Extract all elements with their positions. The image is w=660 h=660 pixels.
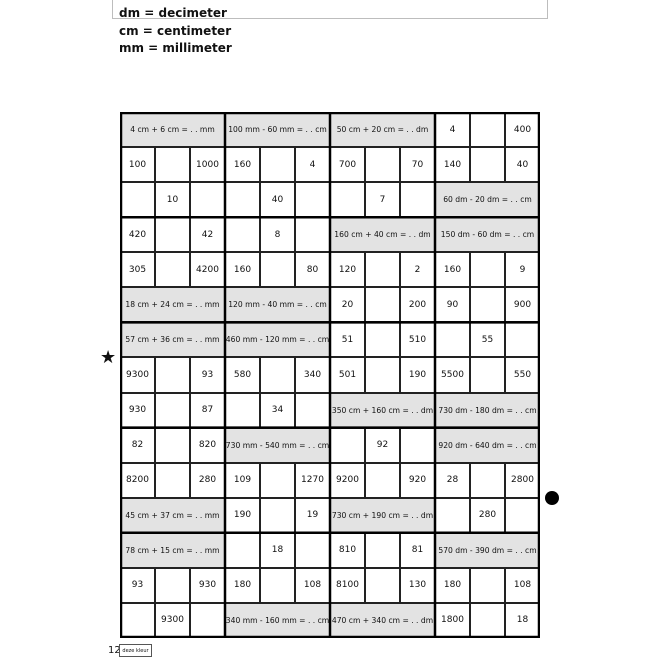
answer-cell: 4	[435, 112, 470, 147]
answer-cell: 108	[505, 568, 540, 603]
answer-cell: 7	[365, 182, 400, 217]
answer-cell: 930	[120, 393, 155, 428]
answer-cell: 280	[190, 463, 225, 498]
answer-cell: 34	[260, 393, 295, 428]
answer-cell: 4	[295, 147, 330, 182]
answer-cell	[330, 428, 365, 463]
answer-cell: 280	[470, 498, 505, 533]
answer-cell	[435, 322, 470, 357]
answer-cell: 8200	[120, 463, 155, 498]
answer-cell	[435, 498, 470, 533]
equation-cell: 60 dm - 20 dm = . . cm	[435, 182, 540, 217]
answer-cell: 180	[225, 568, 260, 603]
answer-cell	[470, 147, 505, 182]
answer-cell: 8100	[330, 568, 365, 603]
answer-cell: 1800	[435, 603, 470, 638]
answer-cell	[365, 147, 400, 182]
answer-cell	[330, 182, 365, 217]
equation-cell: 100 mm - 60 mm = . . cm	[225, 112, 330, 147]
answer-cell: 140	[435, 147, 470, 182]
answer-cell	[260, 463, 295, 498]
equation-cell: 18 cm + 24 cm = . . mm	[120, 287, 225, 322]
answer-cell: 820	[190, 428, 225, 463]
answer-cell: 930	[190, 568, 225, 603]
answer-cell: 90	[435, 287, 470, 322]
answer-cell	[470, 112, 505, 147]
answer-cell	[505, 322, 540, 357]
answer-cell: 190	[400, 357, 435, 392]
equation-cell: 570 dm - 390 dm = . . cm	[435, 533, 540, 568]
answer-cell: 510	[400, 322, 435, 357]
answer-cell	[470, 463, 505, 498]
black-dot-icon	[545, 491, 559, 505]
answer-cell: 190	[225, 498, 260, 533]
answer-cell	[365, 357, 400, 392]
answer-cell	[155, 147, 190, 182]
answer-cell	[225, 393, 260, 428]
answer-cell	[190, 603, 225, 638]
answer-cell: 305	[120, 252, 155, 287]
answer-cell: 93	[120, 568, 155, 603]
answer-cell: 160	[435, 252, 470, 287]
answer-cell: 9300	[120, 357, 155, 392]
answer-cell: 87	[190, 393, 225, 428]
answer-cell: 81	[400, 533, 435, 568]
answer-cell: 93	[190, 357, 225, 392]
answer-cell: 82	[120, 428, 155, 463]
answer-cell: 18	[260, 533, 295, 568]
equation-cell: 730 mm - 540 mm = . . cm	[225, 428, 330, 463]
equation-cell: 730 cm + 190 cm = . . dm	[330, 498, 435, 533]
answer-cell: 4200	[190, 252, 225, 287]
answer-cell: 420	[120, 217, 155, 252]
star-icon: ★	[100, 347, 117, 368]
equation-cell: 350 cm + 160 cm = . . dm	[330, 393, 435, 428]
answer-cell: 20	[330, 287, 365, 322]
answer-cell: 920	[400, 463, 435, 498]
equation-cell: 460 mm - 120 mm = . . cm	[225, 322, 330, 357]
answer-cell	[225, 182, 260, 217]
equation-cell: 78 cm + 15 cm = . . mm	[120, 533, 225, 568]
answer-cell: 180	[435, 568, 470, 603]
answer-cell: 550	[505, 357, 540, 392]
answer-cell: 2800	[505, 463, 540, 498]
answer-cell	[470, 252, 505, 287]
answer-cell	[470, 287, 505, 322]
equation-cell: 160 cm + 40 cm = . . dm	[330, 217, 435, 252]
answer-cell: 55	[470, 322, 505, 357]
page-number: 12	[108, 645, 121, 656]
answer-cell	[155, 428, 190, 463]
answer-cell: 9200	[330, 463, 365, 498]
answer-cell	[260, 252, 295, 287]
answer-cell: 70	[400, 147, 435, 182]
equation-cell: 57 cm + 36 cm = . . mm	[120, 322, 225, 357]
answer-cell: 130	[400, 568, 435, 603]
answer-cell	[365, 463, 400, 498]
answer-cell	[260, 568, 295, 603]
answer-cell: 810	[330, 533, 365, 568]
answer-cell: 51	[330, 322, 365, 357]
answer-cell	[260, 498, 295, 533]
legend-mm: mm = millimeter	[119, 41, 232, 55]
answer-cell: 160	[225, 252, 260, 287]
answer-cell	[295, 533, 330, 568]
answer-cell	[470, 357, 505, 392]
answer-cell	[295, 182, 330, 217]
equation-cell: 50 cm + 20 cm = . . dm	[330, 112, 435, 147]
answer-cell: 160	[225, 147, 260, 182]
answer-cell	[155, 463, 190, 498]
answer-cell	[400, 428, 435, 463]
answer-cell	[190, 182, 225, 217]
answer-cell: 19	[295, 498, 330, 533]
answer-cell: 580	[225, 357, 260, 392]
answer-cell	[505, 498, 540, 533]
legend-cm: cm = centimeter	[119, 23, 232, 38]
answer-cell: 900	[505, 287, 540, 322]
answer-cell: 108	[295, 568, 330, 603]
answer-cell	[225, 533, 260, 568]
answer-cell	[260, 357, 295, 392]
answer-cell: 9300	[155, 603, 190, 638]
answer-cell: 340	[295, 357, 330, 392]
answer-cell	[295, 217, 330, 252]
answer-cell	[365, 322, 400, 357]
answer-cell	[120, 182, 155, 217]
answer-cell	[365, 533, 400, 568]
answer-cell	[155, 393, 190, 428]
answer-cell	[470, 568, 505, 603]
answer-cell: 80	[295, 252, 330, 287]
color-box: deze kleur	[119, 644, 152, 657]
equation-cell: 340 mm - 160 mm = . . cm	[225, 603, 330, 638]
answer-cell	[225, 217, 260, 252]
answer-cell	[155, 357, 190, 392]
answer-cell: 200	[400, 287, 435, 322]
equation-cell: 120 mm - 40 mm = . . cm	[225, 287, 330, 322]
answer-cell	[365, 568, 400, 603]
answer-cell	[400, 182, 435, 217]
answer-cell: 100	[120, 147, 155, 182]
answer-cell	[365, 252, 400, 287]
equation-cell: 920 dm - 640 dm = . . cm	[435, 428, 540, 463]
answer-cell	[295, 393, 330, 428]
answer-cell: 400	[505, 112, 540, 147]
answer-cell: 40	[260, 182, 295, 217]
answer-cell: 1000	[190, 147, 225, 182]
answer-cell: 700	[330, 147, 365, 182]
answer-cell: 2	[400, 252, 435, 287]
answer-cell: 18	[505, 603, 540, 638]
legend-dm: dm = decimeter	[119, 6, 227, 20]
answer-cell	[470, 603, 505, 638]
answer-cell	[155, 568, 190, 603]
answer-cell: 28	[435, 463, 470, 498]
equation-cell: 470 cm + 340 cm = . . dm	[330, 603, 435, 638]
answer-cell	[155, 252, 190, 287]
answer-cell: 1270	[295, 463, 330, 498]
equation-cell: 4 cm + 6 cm = . . mm	[120, 112, 225, 147]
equation-cell: 45 cm + 37 cm = . . mm	[120, 498, 225, 533]
answer-cell: 120	[330, 252, 365, 287]
puzzle-grid	[120, 112, 540, 638]
answer-cell: 10	[155, 182, 190, 217]
answer-cell: 92	[365, 428, 400, 463]
equation-cell: 150 dm - 60 dm = . . cm	[435, 217, 540, 252]
answer-cell: 109	[225, 463, 260, 498]
answer-cell: 40	[505, 147, 540, 182]
answer-cell: 42	[190, 217, 225, 252]
answer-cell	[365, 287, 400, 322]
answer-cell	[120, 603, 155, 638]
answer-cell	[260, 147, 295, 182]
unit-legend	[119, 5, 232, 58]
answer-cell: 5500	[435, 357, 470, 392]
answer-cell: 9	[505, 252, 540, 287]
answer-cell	[155, 217, 190, 252]
answer-cell: 8	[260, 217, 295, 252]
equation-cell: 730 dm - 180 dm = . . cm	[435, 393, 540, 428]
answer-cell: 501	[330, 357, 365, 392]
